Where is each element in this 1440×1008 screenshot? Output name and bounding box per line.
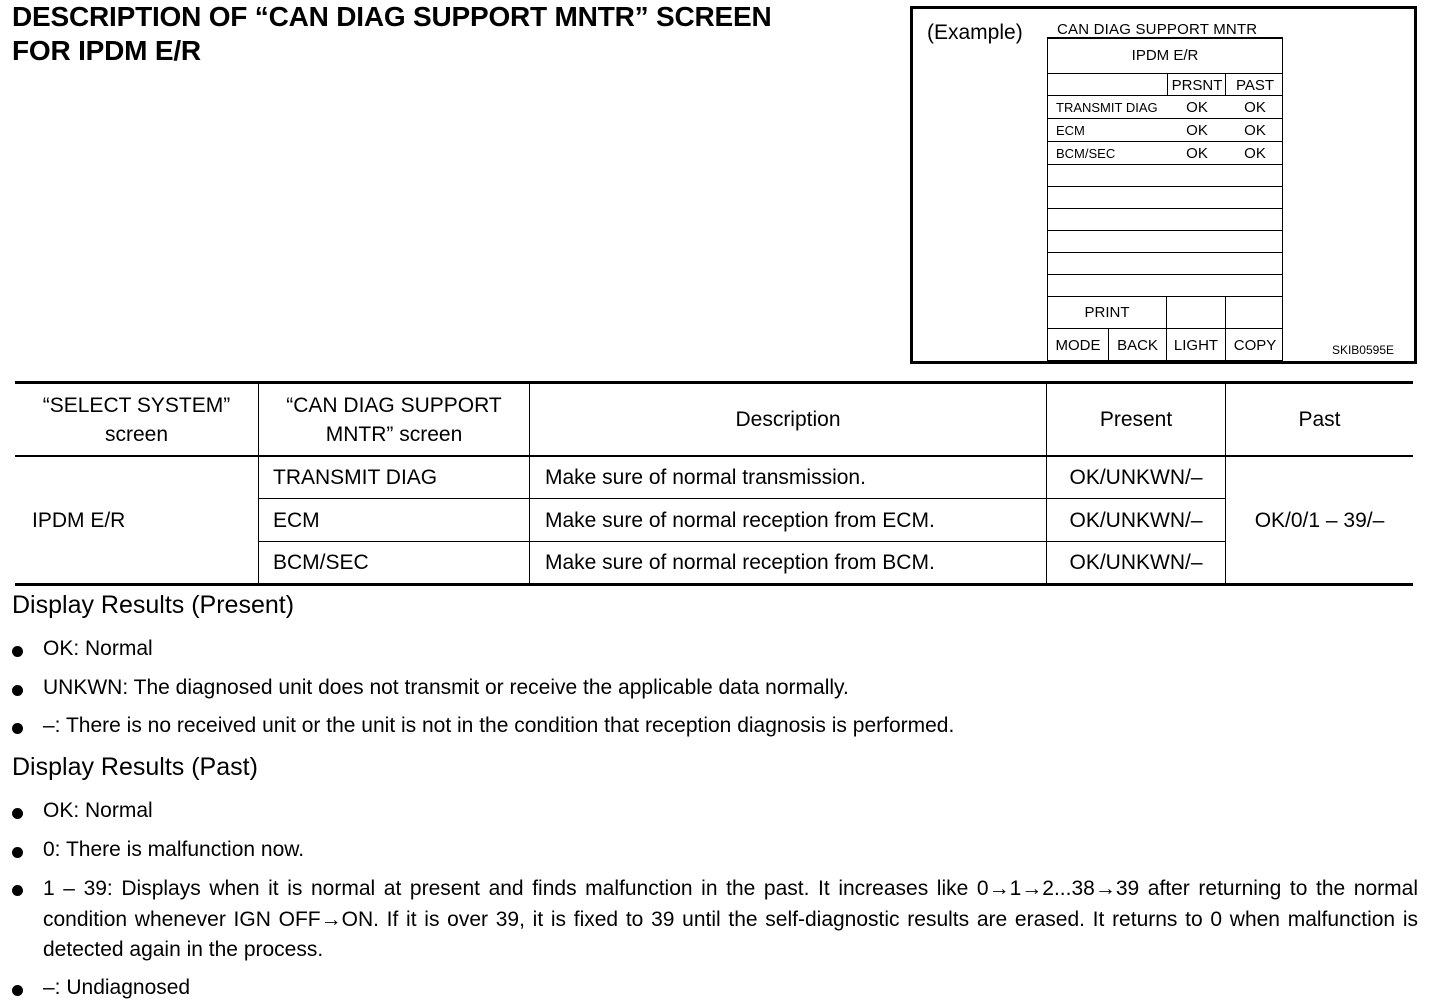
past-results-heading: Display Results (Past) [12,753,258,781]
bullet-icon [12,885,23,896]
header-select-system-line2: screen [104,422,169,446]
screen-row-name: ECM [1056,123,1085,138]
screen-empty-row [1048,164,1282,187]
table-row-description: Make sure of normal transmission. [545,466,866,489]
bullet-icon [12,808,23,819]
table-row-item: TRANSMIT DIAG [273,466,438,489]
screen-header-row [1048,73,1282,96]
past-result-text: –: Undiagnosed [43,976,191,999]
copy-button[interactable]: COPY [1233,336,1277,354]
page-title-line1: DESCRIPTION OF “CAN DIAG SUPPORT MNTR” SCREEN [12,1,772,32]
page-title [12,0,771,68]
bullet-icon [12,723,23,734]
past-cell: OK/0/1 – 39/– [1254,508,1385,532]
table-row-item: ECM [273,508,320,532]
screen-row [1048,118,1282,142]
screen-row-present: OK [1186,145,1208,162]
bullet-icon [12,847,23,858]
screen-row-name: BCM/SEC [1056,146,1116,161]
header-can-diag [259,384,529,455]
screen-empty-row [1048,208,1282,231]
bullet-icon [12,985,23,996]
screen-empty-row [1048,186,1282,209]
light-button[interactable]: LIGHT [1173,336,1219,354]
past-result-text: 1 – 39: Displays when it is normal at present and finds malfunction in the past. It increases like 0→1→2...38→39 after returning to the normal condition whenever IGN OFF→ON. If it is over 39, it is fixed to 39 until the self-diagnostic results are erased. It returns to 0 when malfunction is detected again in the process. [43,877,1418,961]
header-description: Description [735,408,841,431]
figure-code: SKIB0595E [1331,343,1394,357]
present-result-text: OK: Normal [43,637,153,660]
example-figure [910,6,1417,364]
screen-unit-row [1048,39,1282,71]
header-select-system [15,384,258,455]
screen-unit: IPDM E/R [1131,46,1199,64]
screen-divider [1167,73,1168,95]
bullet-icon [12,685,23,696]
header-present: Present [1099,408,1173,431]
past-result-text: 0: There is malfunction now. [43,838,305,861]
example-screen [1047,37,1283,361]
example-label: (Example) [927,21,1023,44]
present-results-heading: Display Results (Present) [12,591,295,619]
screen-row [1048,95,1282,119]
screen-title: CAN DIAG SUPPORT MNTR [1057,21,1258,38]
screen-empty-row [1048,252,1282,275]
screen-row-name: TRANSMIT DIAG [1056,100,1158,115]
bullet-icon [12,646,23,657]
header-past: Past [1298,408,1341,431]
screen-row-past: OK [1244,122,1266,139]
header-can-diag-line2: MNTR” screen [325,422,463,446]
print-button[interactable]: PRINT [1084,304,1130,321]
screen-row [1048,141,1282,165]
screen-row-present: OK [1186,122,1208,139]
screen-empty-row [1048,230,1282,253]
screen-col-present: PRSNT [1171,76,1223,94]
screen-row-past: OK [1244,99,1266,116]
page-title-line2: FOR IPDM E/R [12,35,201,66]
table-row-description: Make sure of normal reception from ECM. [545,508,935,532]
table-row-present: OK/UNKWN/– [1069,508,1203,532]
back-button[interactable]: BACK [1117,336,1158,354]
screen-divider [1225,73,1226,95]
system-cell: IPDM E/R [32,508,126,532]
screen-empty-row [1048,274,1282,297]
can-diag-table [15,381,1413,586]
mode-button[interactable]: MODE [1055,336,1101,354]
header-can-diag-line1: “CAN DIAG SUPPORT [286,393,502,417]
present-result-text: UNKWN: The diagnosed unit does not transmit or receive the applicable data normally. [43,676,849,699]
screen-row-present: OK [1186,99,1208,116]
past-result-text: OK: Normal [43,799,153,822]
header-select-system-line1: “SELECT SYSTEM” [42,393,231,417]
table-row-present: OK/UNKWN/– [1069,466,1203,489]
table-row-present: OK/UNKWN/– [1069,551,1203,574]
present-result-text: –: There is no received unit or the unit is not in the condition that reception diagnosis is performed. [43,714,955,737]
table-rule [15,583,1413,586]
table-row-item: BCM/SEC [273,551,369,574]
table-row-description: Make sure of normal reception from BCM. [545,551,935,574]
screen-row-past: OK [1244,145,1266,162]
screen-col-past: PAST [1235,76,1275,94]
